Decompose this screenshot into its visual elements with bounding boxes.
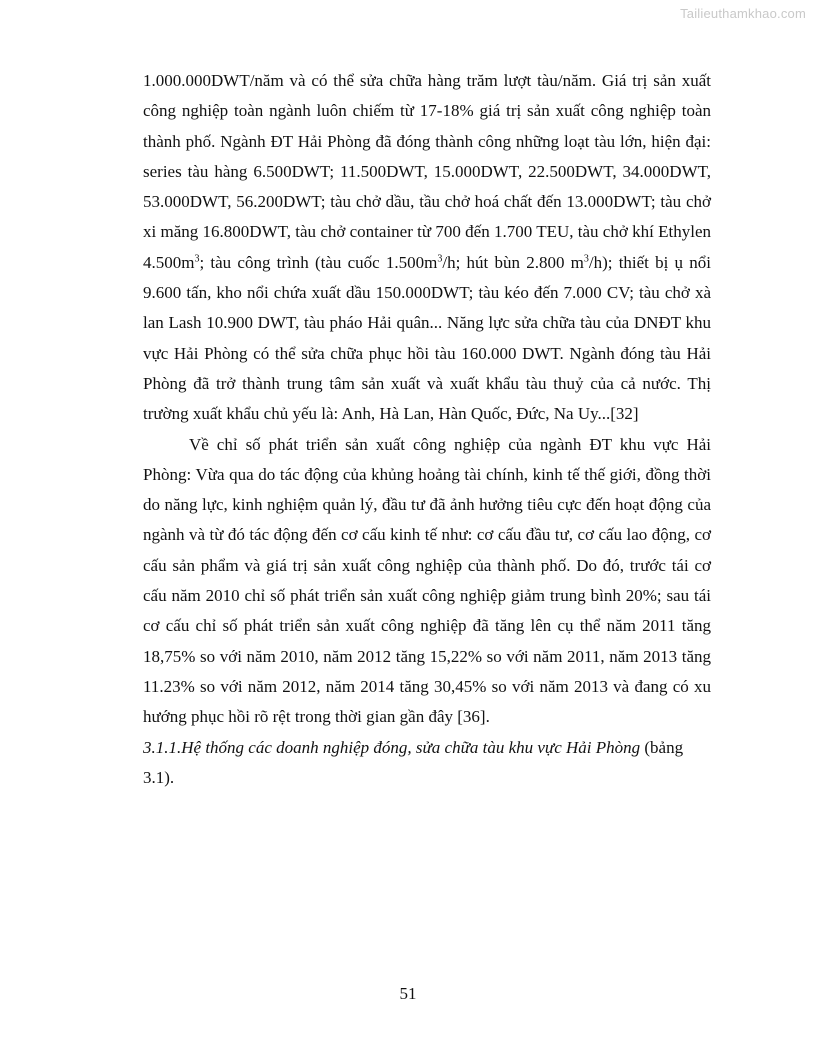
- section-heading: [143, 733, 711, 794]
- superscript-2: 3: [437, 253, 443, 265]
- section-heading-reference: (bảng 3.1).: [143, 737, 684, 787]
- paragraph1-text-3: /h; hút bùn 2.800 m: [442, 252, 584, 272]
- paragraph1-text-1: 1.000.000DWT/năm và có thể sửa chữa hàng trăm lượt tàu/năm. Giá trị sản xuất công nghiệp toàn ngành luôn chiếm từ 17-18% giá trị sản xuất công nghiệp toàn thành phố. Ngành ĐT Hải Phòng đã đóng thành công những loạt tàu lớn, hiện đại: series tàu hàng 6.500DWT; 11.500DWT, 15.000DWT, 22.500DWT, 34.000DWT, 53.000DWT, 56.200DWT; tàu chở dầu, tầu chở hoá chất đến 13.000DWT; tàu chở xi măng 16.800DWT, tàu chở container từ 700 đến 1.700 TEU, tàu chở khí Ethylen 4.500m: [143, 71, 711, 272]
- watermark: Tailieuthamkhao.com: [680, 6, 806, 21]
- superscript-1: 3: [194, 253, 200, 265]
- page-body: [143, 66, 711, 793]
- superscript-3: 3: [583, 253, 589, 265]
- section-heading-title: 3.1.1.Hệ thống các doanh nghiệp đóng, sửa chữa tàu khu vực Hải Phòng: [143, 737, 641, 757]
- paragraph-shipbuilding-capacity: [143, 66, 711, 430]
- paragraph1-text-4: /h); thiết bị ụ nổi 9.600 tấn, kho nổi chứa xuất dầu 150.000DWT; tàu kéo đến 7.000 CV; tàu chở xà lan Lash 10.900 DWT, tàu pháo Hải quân... Năng lực sửa chữa tàu của DNĐT khu vực Hải Phòng có thể sửa chữa phục hồi tàu 160.000 DWT. Ngành đóng tàu Hải Phòng đã trở thành trung tâm sản xuất và xuất khẩu tàu thuỷ của cả nước. Thị trường xuất khẩu chủ yếu là: Anh, Hà Lan, Hàn Quốc, Đức, Na Uy...[32]: [143, 252, 711, 424]
- page-number: 51: [399, 984, 417, 1003]
- paragraph1-text-2: ; tàu công trình (tàu cuốc 1.500m: [199, 252, 438, 272]
- paragraph-industrial-index: Về chỉ số phát triển sản xuất công nghiệp của ngành ĐT khu vực Hải Phòng: Vừa qua do tác động của khủng hoảng tài chính, kinh tế thế giới, đồng thời do năng lực, kinh nghiệm quản lý, đầu tư đã ảnh hưởng tiêu cực đến hoạt động của ngành và từ đó tác động đến cơ cấu kinh tế như: cơ cấu đầu tư, cơ cấu lao động, cơ cấu sản phẩm và giá trị sản xuất công nghiệp của thành phố. Do đó, trước tái cơ cấu năm 2010 chỉ số phát triển sản xuất công nghiệp giảm trung bình 20%; sau tái cơ cấu chỉ số phát triển sản xuất công nghiệp đã tăng lên cụ thể năm 2011 tăng 18,75% so với năm 2010, năm 2012 tăng 15,22% so với năm 2011, năm 2013 tăng 11.23% so với năm 2012, năm 2014 tăng 30,45% so với năm 2013 và đang có xu hướng phục hồi rõ rệt trong thời gian gần đây [36].: [143, 434, 711, 727]
